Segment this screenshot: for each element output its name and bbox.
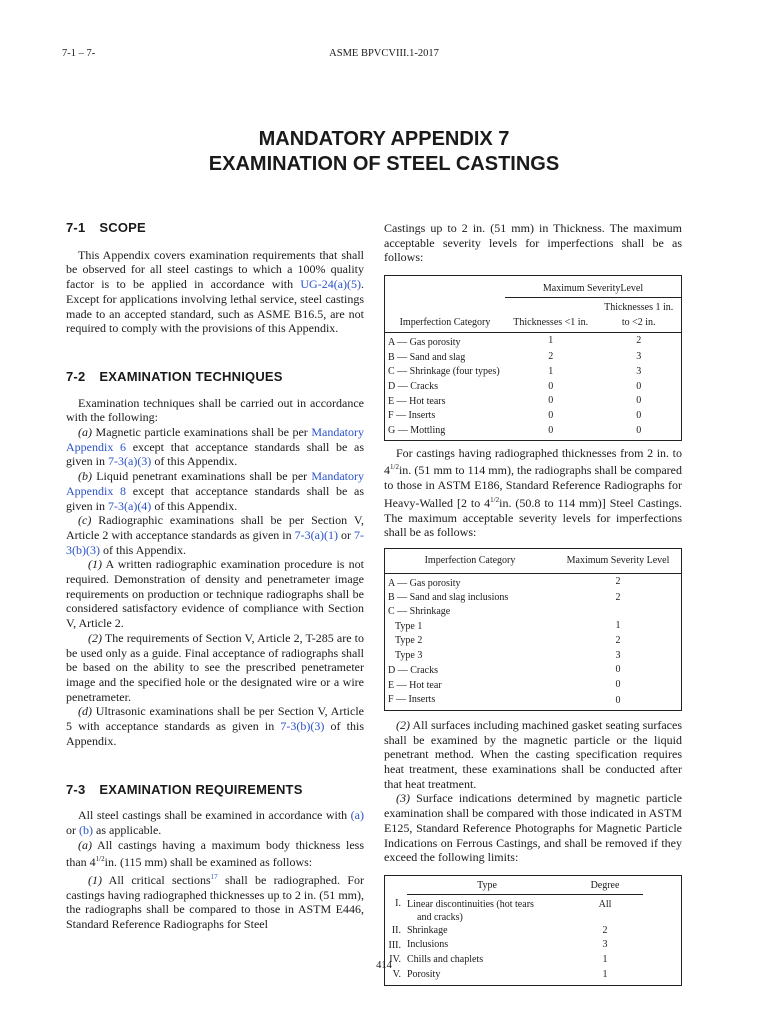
- table1-row-cat: A — Gas porosity: [388, 337, 461, 349]
- continued-paragraph: Castings up to 2 in. (51 mm) in Thickness. The maximum acceptable severity levels for imperfections shall be as follows:: [384, 221, 682, 265]
- table2-row-cat: D — Cracks: [388, 664, 438, 676]
- table2-row-cat: E — Hot tear: [388, 679, 442, 691]
- table1-row-cat: F — Inserts: [388, 410, 436, 422]
- table1-row-v1: 1: [548, 335, 554, 347]
- section-heading-7-2: 7-2 EXAMINATION TECHNIQUES: [66, 368, 283, 384]
- table3-row-type: Linear discontinuities (hot tears and cracks): [407, 898, 534, 923]
- severity-table-thin: [384, 275, 682, 441]
- table1-row-v1: 0: [548, 410, 554, 422]
- link-item-b[interactable]: (b): [79, 822, 93, 837]
- item-c-paragraph: (c) Radiographic examinations shall be per Section V, Article 2 with acceptance standards as given in 7-3(a)(1) or 7-3(b)(3) of this Appendix.: [66, 513, 364, 557]
- table2-row-val: 0: [615, 664, 621, 676]
- table2-row-val: 3: [615, 649, 621, 661]
- table1-row-v1: 0: [548, 395, 554, 407]
- item-a-paragraph: (a) Magnetic particle examinations shall be per Mandatory Appendix 6 except that acceptance standards shall be as given in 7-3(a)(3) of this Appendix.: [66, 425, 365, 469]
- table3-row-type: Shrinkage: [407, 924, 448, 936]
- table2-row-val: 1: [615, 620, 621, 632]
- table3-row-degree: 2: [602, 924, 608, 936]
- left-column: [66, 221, 364, 932]
- table1-row-v2: 0: [636, 380, 642, 392]
- table1-col3-line2: to <2 in.: [621, 316, 656, 328]
- table1-row-v2: 2: [636, 335, 642, 347]
- table3-col1-header: Type: [407, 875, 567, 894]
- link-7-3-a-4[interactable]: 7-3(a)(4): [108, 498, 152, 513]
- heavy-walled-paragraph: For castings having radiographed thicknesses from 2 in. to $4^{1/2}in$. (51 mm to 114 mm), the radiographs shall be compared to those in ASTM E186, Standard Reference Radiographs for Heavy-Walled [2 to $4^{1/2}in$. (50.8 to 114 mm)] Steel Castings. The maximum acceptable severity levels for imperfections shall be as follows:: [384, 445, 682, 540]
- table1-row-v1: 2: [548, 351, 554, 363]
- page-title: [0, 127, 768, 177]
- table2-row-val: 0: [615, 695, 621, 707]
- table1-row-v2: 0: [636, 425, 642, 437]
- table3-row-num: II.: [391, 924, 401, 936]
- table1-row-v2: 3: [636, 351, 642, 363]
- table3-col2-header: Degree: [567, 875, 643, 894]
- table2-col2-header: Maximum Severity Level: [566, 554, 670, 566]
- table1-row-cat: G — Mottling: [388, 424, 446, 436]
- section-heading-7-1: 7-1 SCOPE: [66, 220, 146, 235]
- req-a-paragraph: (a) All castings having a maximum body thickness less than $4^{1/2}in$. (115 mm) shall be examined as follows:: [66, 837, 364, 870]
- table1-row-v2: 0: [636, 395, 642, 407]
- table1-row-v2: 0: [636, 410, 642, 422]
- table3-row-num: III.: [388, 939, 401, 951]
- table1-row-v1: 1: [548, 365, 554, 377]
- techniques-intro: Examination techniques shall be carried out in accordance with the following:: [66, 395, 364, 425]
- link-ug-24[interactable]: UG-24(a)(5): [300, 277, 361, 292]
- table2-row-cat: F — Inserts: [388, 693, 436, 705]
- page-number: 414: [376, 960, 392, 971]
- table1-row-cat: B — Sand and slag: [388, 351, 466, 363]
- title-line-1: MANDATORY APPENDIX 7: [258, 128, 510, 150]
- table3-row-degree: 1: [602, 968, 608, 980]
- table3-row-num: I.: [395, 898, 401, 910]
- surface-indications-paragraph: (3) Surface indications determined by magnetic particle examination shall be compared with those indicated in ASTM E125, Standard Reference Photographs for Magnetic Particle Indications on Ferrous Castings, and shall be removed if they exceed the following limits:: [384, 791, 682, 865]
- table1-row-v1: 0: [548, 425, 554, 437]
- requirements-intro: All steel castings shall be examined in accordance with (a) or (b) as applicable.: [66, 808, 364, 837]
- running-header-standard: ASME BPVCVIII.1-2017: [329, 48, 439, 59]
- running-header-left: 7-1 – 7-: [62, 48, 96, 59]
- table2-row-cat: Type 1: [395, 620, 423, 632]
- table2-row-val: 2: [615, 591, 621, 603]
- table3-row-degree: 3: [602, 939, 608, 951]
- surfaces-paragraph: (2) All surfaces including machined gasket seating surfaces shall be examined by the magnetic particle or the liquid penetrant method. When the casting specification requires heat treatment, these examinations shall be conducted after that heat treatment.: [384, 717, 682, 791]
- table3-row-type: Porosity: [407, 968, 441, 980]
- table2-row-cat: A — Gas porosity: [388, 577, 461, 589]
- section-heading-7-3: 7-3 EXAMINATION REQUIREMENTS: [66, 781, 303, 797]
- table1-row-cat: D — Cracks: [388, 380, 438, 392]
- table2-row-cat: B — Sand and slag inclusions: [388, 592, 509, 603]
- footnote-17[interactable]: 17: [210, 873, 218, 882]
- table1-row-cat: C — Shrinkage (four types): [388, 366, 500, 378]
- link-7-3-b-3-ultrasonic[interactable]: 7-3(b)(3): [280, 719, 325, 734]
- table3-row-num: V.: [392, 969, 401, 981]
- item-c1-paragraph: (1) A written radiographic examination procedure is not required. Demonstration of density and penetrameter image requirements on production or technique radiographs shall be considered satisfactory evidence of compliance with Section V, Article 2.: [66, 557, 364, 631]
- scope-paragraph: This Appendix covers examination requirements that shall be observed for all steel castings to which a 100% quality factor is to be applied in accordance with UG-24(a)(5). Except for applications involving lethal service, steel castings made to an accepted standard, such as ASME B16.5, are not required to comply with the provisions of this Appendix.: [66, 247, 364, 336]
- link-7-3-a-3[interactable]: 7-3(a)(3): [108, 454, 152, 469]
- table2-row-cat: C — Shrinkage: [388, 606, 451, 618]
- item-b-paragraph: (b) Liquid penetrant examinations shall be per Mandatory Appendix 8 except that acceptance standards shall be as given in 7-3(a)(4) of this Appendix.: [66, 469, 365, 513]
- item-d-paragraph: (d) Ultrasonic examinations shall be per Section V, Article 5 with acceptance standards as given in 7-3(b)(3) of this Appendix.: [66, 704, 364, 748]
- table1-row-v2: 3: [636, 365, 642, 377]
- table3-row-type: Inclusions: [407, 939, 449, 951]
- link-7-3-b-3[interactable]: 7-3(b)(3): [66, 527, 364, 557]
- table1-col3-line1: Thicknesses 1 in.: [604, 301, 674, 313]
- table1-col2-header: Thicknesses <1 in.: [513, 316, 589, 328]
- table2-row-val: 0: [615, 679, 621, 691]
- table3-row-degree: 1: [602, 954, 608, 966]
- link-item-a[interactable]: (a): [350, 808, 364, 823]
- link-mandatory-appendix-8[interactable]: Mandatory Appendix 8: [66, 469, 364, 498]
- table1-col1-header: Imperfection Category: [399, 316, 491, 328]
- item-c2-paragraph: (2) The requirements of Section V, Article 2, T-285 are to be used only as a guide. Final acceptance of radiographs shall be based on the ability to see the prescribed penetrameter image and the specified hole or the designated wire or a wire penetrameter.: [66, 630, 364, 704]
- table3-row-num: IV.: [389, 954, 401, 966]
- req-a1-paragraph: (1) All critical sections$^{17}$ shall be radiographed. For castings having radiographed thicknesses up to 2 in. (51 mm), the radiographs shall be compared to those in ASTM E446, Standard Reference Radiographs for Steel: [66, 873, 364, 932]
- table2-row-val: 2: [615, 635, 621, 647]
- link-mandatory-appendix-6[interactable]: Mandatory Appendix 6: [66, 425, 364, 454]
- link-7-3-a-1[interactable]: 7-3(a)(1): [294, 527, 338, 542]
- table2-col1-header: Imperfection Category: [424, 554, 516, 566]
- severity-table-heavy: [384, 548, 682, 711]
- table2-row-cat: Type 3: [395, 650, 423, 662]
- table2-row-val: 2: [615, 575, 621, 587]
- table3-row-type: Chills and chaplets: [407, 954, 484, 966]
- table2-row-val: [555, 605, 682, 619]
- table3-row-degree: All: [598, 898, 612, 910]
- table1-group-header: Maximum SeverityLevel: [505, 282, 682, 297]
- title-line-2: EXAMINATION OF STEEL CASTINGS: [208, 153, 560, 175]
- table1-row-cat: E — Hot tears: [388, 395, 446, 407]
- table1-row-v1: 0: [548, 380, 554, 392]
- right-column: [384, 221, 682, 986]
- table2-row-cat: Type 2: [395, 635, 423, 647]
